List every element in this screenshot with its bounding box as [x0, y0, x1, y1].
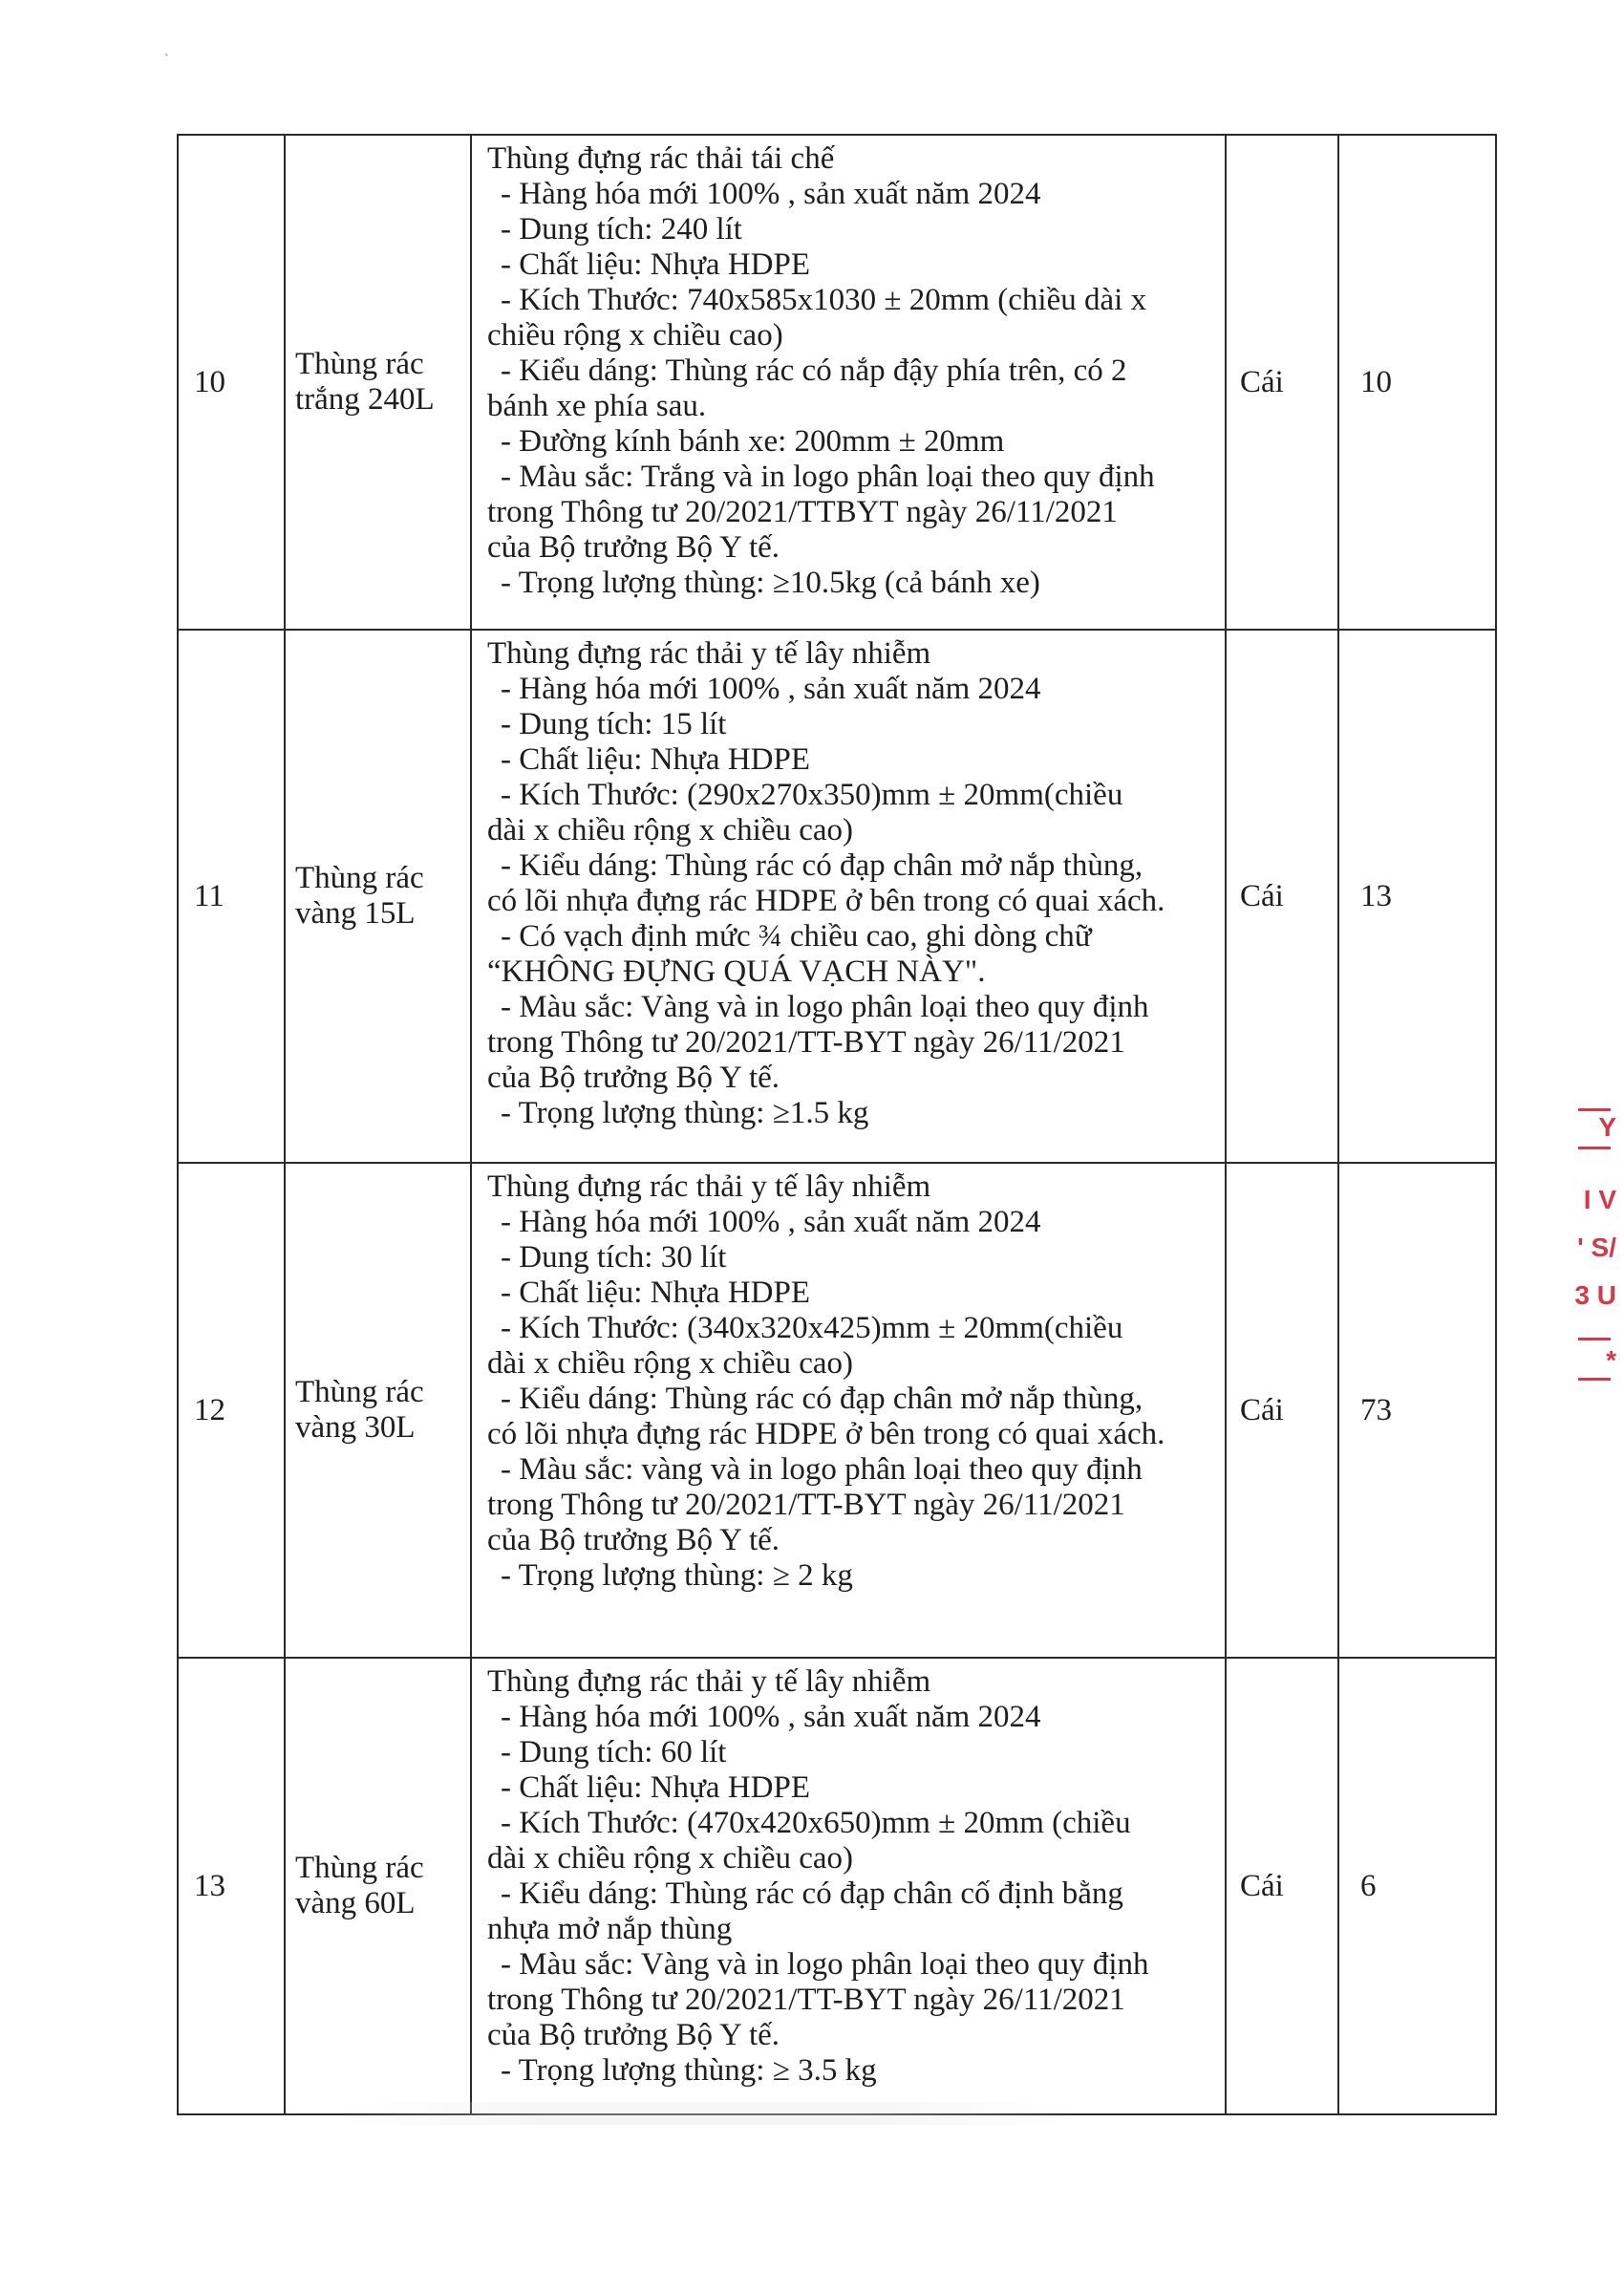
scan-smudge [344, 2102, 1070, 2125]
specification-line: dài x chiều rộng x chiều cao) [487, 813, 854, 847]
table-row [178, 135, 1496, 630]
specification-line: Thùng đựng rác thải y tế lây nhiễm [487, 636, 931, 671]
specification-line: nhựa mở nắp thùng [487, 1912, 733, 1946]
unit: Cái [1226, 1163, 1338, 1658]
specification-line: - Trọng lượng thùng: ≥1.5 kg [501, 1096, 869, 1130]
specification-line: của Bộ trưởng Bộ Y tế. [487, 530, 780, 565]
item-specification [471, 1658, 1226, 2114]
specification-line: trong Thông tư 20/2021/TT-BYT ngày 26/11/2021 [487, 1488, 1125, 1522]
specification-line: - Kiểu dáng: Thùng rác có đạp chân cố định bằng [501, 1876, 1123, 1911]
item-specification [471, 135, 1226, 630]
specification-line: - Có vạch định mức ¾ chiều cao, ghi dòng chữ [501, 919, 1092, 954]
specification-line: - Hàng hóa mới 100% , sản xuất năm 2024 [501, 177, 1041, 211]
item-name [285, 630, 471, 1163]
specification-line: của Bộ trưởng Bộ Y tế. [487, 1061, 780, 1095]
specification-line: Thùng đựng rác thải y tế lây nhiễm [487, 1664, 931, 1699]
row-number: 13 [178, 1658, 285, 2114]
specification-line: - Màu sắc: vàng và in logo phân loại theo quy định [501, 1452, 1143, 1487]
scan-mark: ` [164, 53, 169, 67]
item-name-line: trắng 240L [295, 382, 435, 417]
item-specification [471, 1163, 1226, 1658]
specification-line: dài x chiều rộng x chiều cao) [487, 1841, 854, 1876]
red-stamp-edge [1567, 1108, 1624, 1395]
item-name-line: vàng 60L [295, 1886, 416, 1920]
row-number: 12 [178, 1163, 285, 1658]
unit: Cái [1226, 135, 1338, 630]
specification-line: - Chất liệu: Nhựa HDPE [501, 247, 811, 282]
specification-line: - Đường kính bánh xe: 200mm ± 20mm [501, 424, 1005, 459]
specification-line: - Kích Thước: (470x420x650)mm ± 20mm (chiều [501, 1806, 1131, 1840]
unit: Cái [1226, 630, 1338, 1163]
item-name-line: vàng 30L [295, 1410, 416, 1445]
row-number: 11 [178, 630, 285, 1163]
specification-line: - Kích Thước: 740x585x1030 ± 20mm (chiều dài x [501, 283, 1147, 317]
specification-line: “KHÔNG ĐỰNG QUÁ VẠCH NÀY". [487, 954, 986, 989]
specification-line: có lõi nhựa đựng rác HDPE ở bên trong có quai xách. [487, 1417, 1165, 1451]
item-name [285, 1658, 471, 2114]
specification-line: - Dung tích: 15 lít [501, 707, 727, 741]
specification-line: - Dung tích: 60 lít [501, 1735, 727, 1769]
specification-line: - Trọng lượng thùng: ≥ 3.5 kg [501, 2053, 877, 2088]
specification-line: - Hàng hóa mới 100% , sản xuất năm 2024 [501, 1700, 1041, 1734]
specification-line: - Trọng lượng thùng: ≥ 2 kg [501, 1558, 853, 1593]
specification-line: - Màu sắc: Vàng và in logo phân loại theo quy định [501, 1947, 1149, 1982]
specification-line: dài x chiều rộng x chiều cao) [487, 1346, 854, 1381]
specification-line: - Chất liệu: Nhựa HDPE [501, 1770, 811, 1805]
item-name-line: Thùng rác [295, 347, 424, 381]
stamp-fragment: ' S/ [1577, 1233, 1616, 1262]
item-name [285, 135, 471, 630]
specification-line: của Bộ trưởng Bộ Y tế. [487, 1523, 780, 1557]
specification-line: - Hàng hóa mới 100% , sản xuất năm 2024 [501, 1205, 1041, 1239]
item-specification [471, 630, 1226, 1163]
table-row [178, 630, 1496, 1163]
table-row [178, 1163, 1496, 1658]
stamp-fragment: * [1606, 1345, 1616, 1375]
specification-line: - Màu sắc: Trắng và in logo phân loại theo quy định [501, 460, 1155, 494]
row-number: 10 [178, 135, 285, 630]
item-name-line: Thùng rác [295, 1851, 424, 1885]
specification-line: - Kiểu dáng: Thùng rác có đạp chân mở nắp thùng, [501, 848, 1143, 883]
specification-line: - Kích Thước: (340x320x425)mm ± 20mm(chiều [501, 1311, 1123, 1345]
specification-line: - Kiểu dáng: Thùng rác có nắp đậy phía trên, có 2 [501, 354, 1127, 388]
specification-line: - Kích Thước: (290x270x350)mm ± 20mm(chiều [501, 778, 1123, 812]
unit: Cái [1226, 1658, 1338, 2114]
specification-line: của Bộ trưởng Bộ Y tế. [487, 2018, 780, 2052]
product-spec-table [177, 134, 1497, 2115]
stamp-fragment: I V [1583, 1185, 1616, 1214]
specification-line: - Chất liệu: Nhựa HDPE [501, 1276, 811, 1310]
specification-line: trong Thông tư 20/2021/TT-BYT ngày 26/11/2021 [487, 1983, 1125, 2017]
specification-line: - Dung tích: 240 lít [501, 212, 742, 247]
specification-line: trong Thông tư 20/2021/TT-BYT ngày 26/11/2021 [487, 1025, 1125, 1060]
quantity: 73 [1338, 1163, 1496, 1658]
table-body [178, 135, 1496, 2114]
specification-line: - Kiểu dáng: Thùng rác có đạp chân mở nắp thùng, [501, 1382, 1143, 1416]
stamp-fragment: Y [1598, 1112, 1616, 1142]
specification-line: - Màu sắc: Vàng và in logo phân loại theo quy định [501, 990, 1149, 1024]
specification-line: bánh xe phía sau. [487, 389, 707, 423]
specification-line: - Hàng hóa mới 100% , sản xuất năm 2024 [501, 672, 1041, 706]
item-name-line: vàng 15L [295, 896, 416, 931]
item-name-line: Thùng rác [295, 861, 424, 895]
specification-line: có lõi nhựa đựng rác HDPE ở bên trong có quai xách. [487, 884, 1165, 918]
table-row [178, 1658, 1496, 2114]
stamp-fragment: 3 U [1574, 1280, 1616, 1310]
item-name [285, 1163, 471, 1658]
item-name-line: Thùng rác [295, 1375, 424, 1409]
specification-line: Thùng đựng rác thải y tế lây nhiễm [487, 1169, 931, 1204]
quantity: 6 [1338, 1658, 1496, 2114]
specification-line: - Dung tích: 30 lít [501, 1240, 727, 1275]
specification-line: Thùng đựng rác thải tái chế [487, 141, 835, 176]
specification-line: - Chất liệu: Nhựa HDPE [501, 742, 811, 777]
quantity: 10 [1338, 135, 1496, 630]
specification-line: chiều rộng x chiều cao) [487, 318, 783, 353]
specification-line: trong Thông tư 20/2021/TTBYT ngày 26/11/2021 [487, 495, 1118, 529]
specification-line: - Trọng lượng thùng: ≥10.5kg (cả bánh xe) [501, 566, 1040, 600]
quantity: 13 [1338, 630, 1496, 1163]
